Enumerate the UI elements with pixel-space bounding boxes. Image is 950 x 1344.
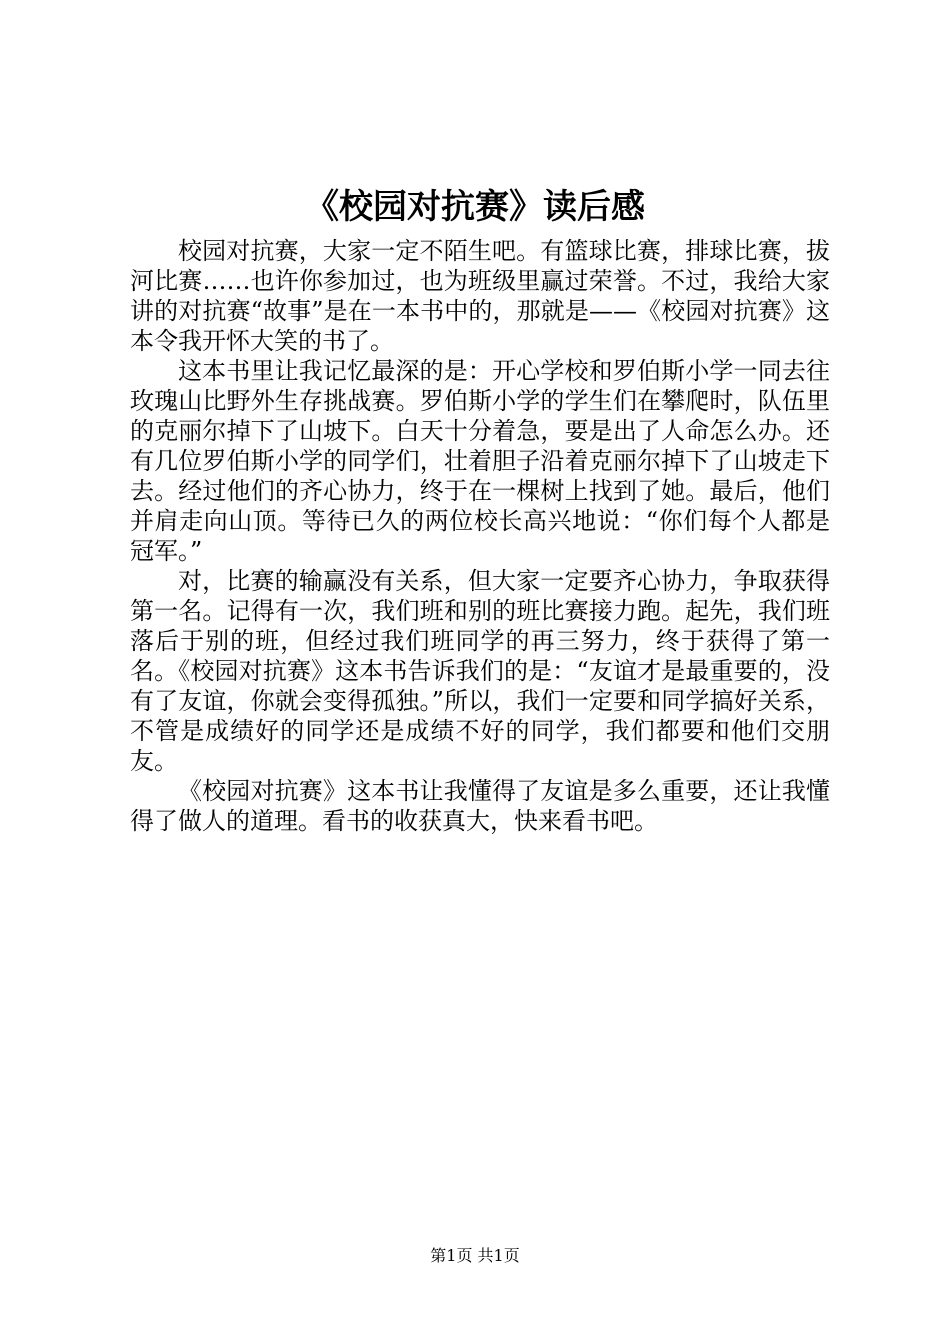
document-body <box>130 236 830 836</box>
paragraph-2: 这本书里让我记忆最深的是：开心学校和罗伯斯小学一同去往玫瑰山比野外生存挑战赛。罗伯斯小学的学生们在攀爬时，队伍里的克丽尔掉下了山坡下。白天十分着急，要是出了人命怎么办。还有几位罗伯斯小学的同学们，壮着胆子沿着克丽尔掉下了山坡走下去。经过他们的齐心协力，终于在一棵树上找到了她。最后，他们并肩走向山顶。等待已久的两位校长高兴地说：“你们每个人都是冠军。” <box>130 357 830 565</box>
page-number-footer: 第1页 共1页 <box>430 1246 520 1265</box>
paragraph-4: 《校园对抗赛》这本书让我懂得了友谊是多么重要，还让我懂得了做人的道理。看书的收获真大，快来看书吧。 <box>130 777 830 835</box>
document-title: 《校园对抗赛》读后感 <box>305 187 645 227</box>
paragraph-1: 校园对抗赛，大家一定不陌生吧。有篮球比赛，排球比赛，拔河比赛……也许你参加过，也为班级里赢过荣誉。不过，我给大家讲的对抗赛“故事”是在一本书中的，那就是——《校园对抗赛》这本令我开怀大笑的书了。 <box>130 237 830 355</box>
paragraph-3: 对，比赛的输赢没有关系，但大家一定要齐心协力，争取获得第一名。记得有一次，我们班和别的班比赛接力跑。起先，我们班落后于别的班，但经过我们班同学的再三努力，终于获得了第一名。《校园对抗赛》这本书告诉我们的是：“友谊才是最重要的，没有了友谊，你就会变得孤独。”所以，我们一定要和同学搞好关系，不管是成绩好的同学还是成绩不好的同学，我们都要和他们交朋友。 <box>130 567 830 775</box>
